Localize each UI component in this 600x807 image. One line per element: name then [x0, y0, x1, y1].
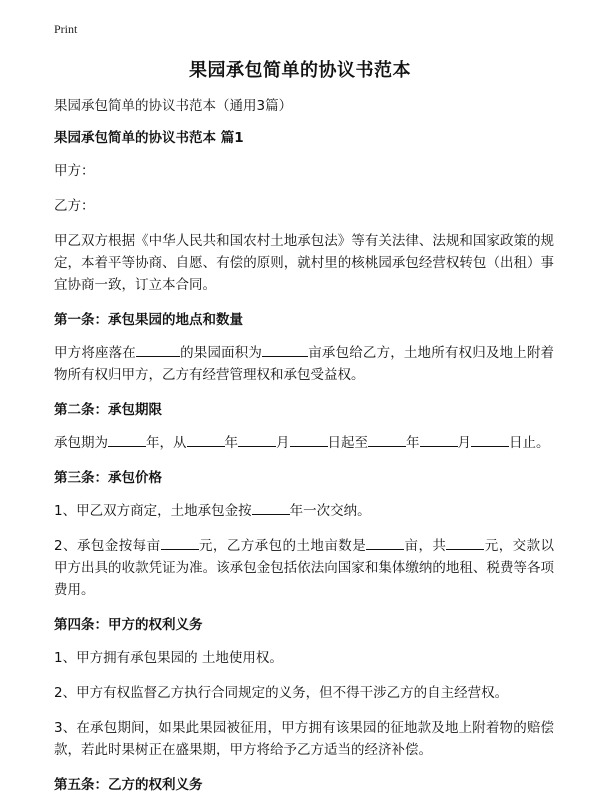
- article-1-text-a: 甲方将座落在: [54, 345, 136, 361]
- article-3-2-text-a: 2、承包金按每亩: [54, 538, 161, 554]
- party-a-line: 甲方：: [54, 163, 95, 179]
- article-1-heading: 第一条：承包果园的地点和数量: [54, 312, 243, 328]
- party-b-line: 乙方：: [54, 198, 95, 214]
- document-title: 果园承包简单的协议书范本: [189, 60, 411, 81]
- part-heading: 果园承包简单的协议书范本 篇1: [54, 130, 244, 146]
- article-3-2-text-c: 亩，共: [404, 538, 447, 554]
- article-2-text-c: 年: [224, 435, 238, 451]
- blank-location: [136, 342, 180, 357]
- article-4-item-2: 2、甲方有权监督乙方执行合同规定的义务，但不得干涉乙方的自主经营权。: [54, 685, 509, 701]
- print-label: Print: [54, 22, 78, 36]
- article-3-2-text-d: 元，交款以甲方出具的收款凭证为准。该承包金包括依法向国家和集体缴纳的地租、税费等各项费用。: [54, 538, 555, 598]
- article-1-text-c: 亩承包给乙方，土地所有权归及地上附着物所有权归甲方，乙方有经营管理权和承包受益权。: [54, 345, 555, 383]
- article-4-heading: 第四条：甲方的权利义务: [54, 617, 203, 633]
- blank-price-per-mu: [161, 535, 199, 550]
- article-2-heading: 第二条：承包期限: [54, 402, 162, 418]
- article-2-text-f: 年: [406, 435, 420, 451]
- article-3-1-text-a: 1、甲乙双方商定，土地承包金按: [54, 503, 252, 519]
- blank-total-amount: [446, 535, 484, 550]
- article-2-text-e: 日起至: [327, 435, 368, 451]
- article-2-text-g: 月: [457, 435, 471, 451]
- article-3-2-text-b: 元，乙方承包的土地亩数是: [198, 538, 367, 554]
- blank-term-years: [108, 432, 146, 447]
- document-body: [54, 95, 554, 807]
- article-2-text-h: 日止。: [509, 435, 550, 451]
- article-3-item-1: [54, 500, 554, 522]
- blank-start-day: [290, 432, 328, 447]
- blank-payment-interval: [252, 500, 290, 515]
- article-2-text-a: 承包期为: [54, 435, 108, 451]
- document-subtitle: 果园承包简单的协议书范本（通用3篇）: [54, 98, 293, 114]
- article-3-heading: 第三条：承包价格: [54, 470, 162, 486]
- article-2-paragraph: [54, 432, 554, 454]
- article-3-1-text-b: 年一次交纳。: [289, 503, 371, 519]
- article-1-text-b: 的果园面积为: [179, 345, 263, 361]
- blank-mu-count: [366, 535, 404, 550]
- blank-start-year: [187, 432, 225, 447]
- blank-start-month: [238, 432, 276, 447]
- article-4-item-1: 1、甲方拥有承包果园的 土地使用权。: [54, 650, 283, 666]
- blank-end-day: [471, 432, 509, 447]
- blank-end-year: [368, 432, 406, 447]
- article-1-paragraph: [54, 342, 554, 386]
- article-4-item-3: 3、在承包期间，如果此果园被征用，甲方拥有该果园的征地款及地上附着物的赔偿款，若此时果树正在盛果期，甲方将给予乙方适当的经济补偿。: [54, 720, 554, 758]
- intro-paragraph: 甲乙双方根据《中华人民共和国农村土地承包法》等有关法律、法规和国家政策的规定，本着平等协商、自愿、有偿的原则，就村里的核桃园承包经营权转包（出租）事宜协商一致，订立本合同。: [54, 233, 554, 293]
- article-2-text-b: 年，从: [146, 435, 187, 451]
- article-2-text-d: 月: [276, 435, 290, 451]
- blank-end-month: [420, 432, 458, 447]
- blank-area: [262, 342, 308, 357]
- article-3-item-2: [54, 535, 554, 601]
- article-5-heading: 第五条：乙方的权利义务: [54, 777, 203, 793]
